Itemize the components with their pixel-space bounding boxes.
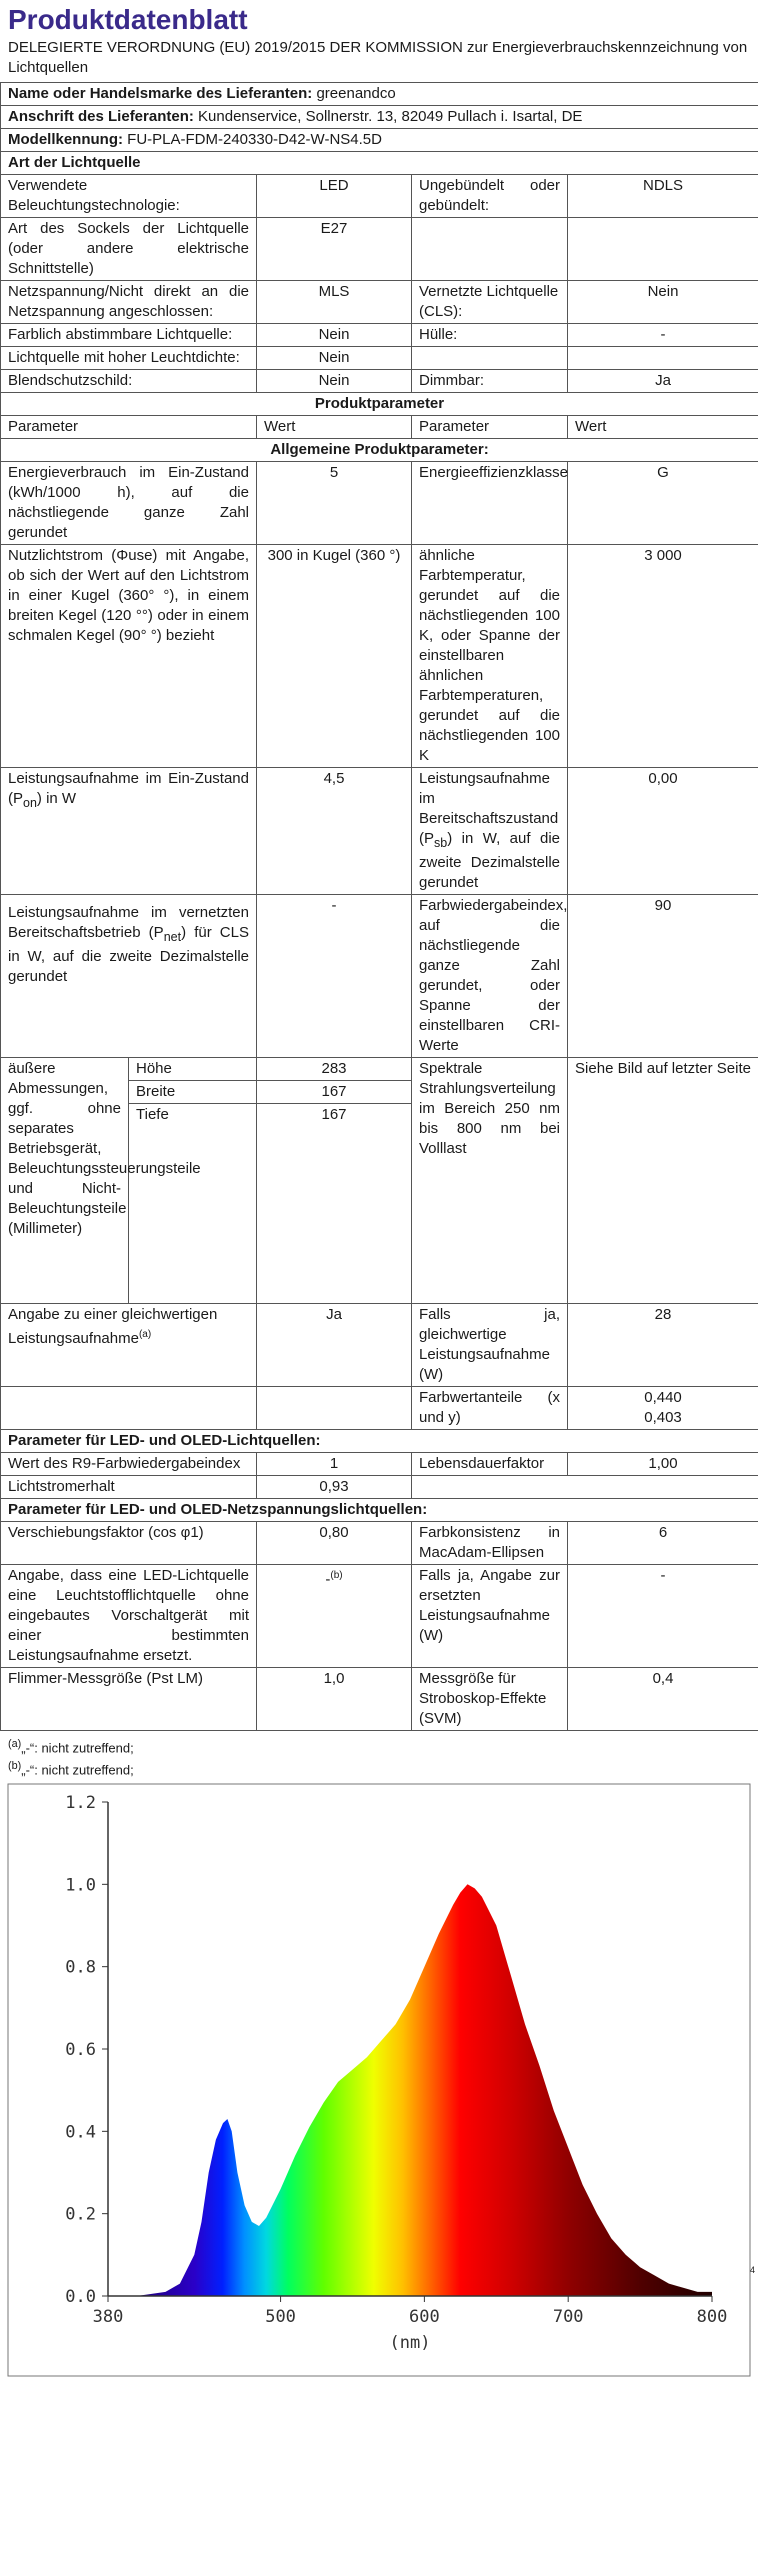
networked-row <box>1 895 758 1058</box>
type-label: Verwendete Beleuchtungstechnologie: <box>1 175 257 218</box>
macadam-label: Farbkonsistenz in MacAdam-Ellipsen <box>412 1522 568 1565</box>
product-params-header: Produktparameter <box>1 393 758 416</box>
x-tick-label: 800 <box>696 2306 728 2327</box>
model-row <box>1 129 758 152</box>
model-label: Modellkennung: <box>8 131 123 148</box>
standby-value: 0,00 <box>568 768 758 895</box>
x-tick-label: 380 <box>92 2306 124 2327</box>
efficiency-label: Energieeffizienzklasse <box>412 462 568 545</box>
x-tick-label: 600 <box>409 2306 440 2327</box>
x-tick-label: 500 <box>265 2306 296 2327</box>
type-row-0 <box>1 175 758 218</box>
type-label: Lichtquelle mit hoher Leuchtdichte: <box>1 347 257 370</box>
energy-row <box>1 462 758 545</box>
networked-value: - <box>257 895 412 1058</box>
type-value: Ja <box>568 370 758 393</box>
dim-value: 167 <box>257 1081 412 1104</box>
macadam-value: 6 <box>568 1522 758 1565</box>
dim-value: 283 <box>257 1058 412 1081</box>
networked-label: Leistungsaufnahme im vernetzten Bereitschaftsbetrieb $(P_{net})$ für CLS in W, auf die zweite Dezimalstelle gerundet <box>1 895 257 1058</box>
y-tick-label: 1.2 <box>65 1792 96 1813</box>
y-tick-label: 1.0 <box>65 1874 96 1895</box>
y-tick-label: 0.0 <box>65 2286 96 2307</box>
svm-value: 0,4 <box>568 1668 758 1731</box>
page-title: Produktdatenblatt <box>8 4 248 35</box>
type-label: Hülle: <box>412 324 568 347</box>
type-row-3 <box>1 324 758 347</box>
side-mark: 4 <box>750 2265 756 2275</box>
x-tick-label: 700 <box>552 2306 584 2327</box>
type-label: Dimmbar: <box>412 370 568 393</box>
cri-label: Farbwiedergabeindex, auf die nächstliegende ganze Zahl gerundet, oder Spanne der einstellbaren CRI-Werte <box>412 895 568 1058</box>
energy-label: Energieverbrauch im Ein-Zustand (kWh/1000 h), auf die nächstliegende ganze Zahl gerundet <box>1 462 257 545</box>
pf-label: Verschiebungsfaktor (cos φ1) <box>1 1522 257 1565</box>
supplier-address: Kundenservice, Sollnerstr. 13, 82049 Pullach i. Isartal, DE <box>198 108 583 125</box>
flicker-row <box>1 1668 758 1731</box>
dim-value: 167 <box>257 1104 412 1304</box>
model-value: FU-PLA-FDM-240330-D42-W-NS4.5D <box>127 131 382 148</box>
type-value: Nein <box>257 324 412 347</box>
col-value: Wert <box>257 416 412 439</box>
equiv2-label: Falls ja, gleichwertige Leistungsaufnahme (W) <box>412 1304 568 1387</box>
pf-value: 0,80 <box>257 1522 412 1565</box>
type-label: Netzspannung/Nicht direkt an die Netzspannung angeschlossen: <box>1 281 257 324</box>
type-value: MLS <box>257 281 412 324</box>
type-label: Vernetzte Lichtquelle (CLS): <box>412 281 568 324</box>
type-label: Ungebündelt oder gebündelt: <box>412 175 568 218</box>
header <box>0 0 758 82</box>
y-tick-label: 0.8 <box>65 1957 96 1978</box>
y-tick-label: 0.2 <box>65 2204 96 2225</box>
dim-name: Höhe <box>129 1058 257 1081</box>
type-row-1 <box>1 218 758 281</box>
flux-row <box>1 545 758 768</box>
equiv-row <box>1 1304 758 1387</box>
type-value: - <box>568 324 758 347</box>
led-header: Parameter für LED- und OLED-Lichtquellen: <box>1 1430 758 1453</box>
lifetime-value: 1,00 <box>568 1453 758 1476</box>
cct-label: ähnliche Farbtemperatur, gerundet auf die nächstliegenden 100 K, oder Spanne der einstellbaren ähnlichen Farbtemperaturen, gerundet auf die nächstliegenden 100 K <box>412 545 568 768</box>
type-value: LED <box>257 175 412 218</box>
type-label: Art des Sockels der Lichtquelle (oder andere elektrische Schnittstelle) <box>1 218 257 281</box>
type-row-5 <box>1 370 758 393</box>
r9-row <box>1 1453 758 1476</box>
spectrum-chart <box>0 1780 758 2380</box>
spectrum-svg <box>0 1780 758 2380</box>
chroma-row <box>1 1387 758 1430</box>
type-label: Farblich abstimmbare Lichtquelle: <box>1 324 257 347</box>
mains-header: Parameter für LED- und OLED-Netzspannungslichtquellen: <box>1 1499 758 1522</box>
equiv-value: Ja <box>257 1304 412 1387</box>
power-on-label: Leistungsaufnahme im Ein-Zustand $(P_{on})$ in W <box>1 768 257 895</box>
standby-label: Leistungsaufnahme im Bereitschaftszustand $(P_{sb})$ in W, auf die zweite Dezimalstelle gerundet <box>412 768 568 895</box>
datasheet-table <box>0 82 758 1731</box>
dims-row-0 <box>1 1058 758 1081</box>
cct-value: 3 000 <box>568 545 758 768</box>
maint-row <box>1 1476 758 1499</box>
footnotes <box>0 1731 758 1780</box>
general-header: Allgemeine Produktparameter: <box>1 439 758 462</box>
fluor-label: Angabe, dass eine LED-Lichtquelle eine Leuchtstofflichtquelle ohne eingebautes Vorschaltgerät mit einer bestimmten Leistungsaufnahme ersetzt. <box>1 1565 257 1668</box>
y-tick-label: 0.6 <box>65 2039 96 2060</box>
spectrum-area <box>108 1884 712 2296</box>
supplier-address-row <box>1 106 758 129</box>
flux-label: Nutzlichtstrom (Φuse) mit Angabe, ob sich der Wert auf den Lichtstrom in einer Kugel (360° °), in einem breiten Kegel (120 °°) oder in einem schmalen Kegel (90° °) bezieht <box>1 545 257 768</box>
r9-value: 1 <box>257 1453 412 1476</box>
fluor-value: -$^{(b)}$ <box>257 1565 412 1668</box>
power-row <box>1 768 758 895</box>
lifetime-label: Lebensdauerfaktor <box>412 1453 568 1476</box>
svm-label: Messgröße für Stroboskop-Effekte (SVM) <box>412 1668 568 1731</box>
fluor-row <box>1 1565 758 1668</box>
equiv-label: Angabe zu einer gleichwertigen Leistungsaufnahme$^{(a)}$ <box>1 1304 257 1387</box>
type-value: Nein <box>257 370 412 393</box>
supplier-name: greenandco <box>316 85 396 102</box>
type-row-4 <box>1 347 758 370</box>
type-value <box>568 347 758 370</box>
type-row-2 <box>1 281 758 324</box>
energy-value: 5 <box>257 462 412 545</box>
flicker-value: 1,0 <box>257 1668 412 1731</box>
efficiency-value: G <box>568 462 758 545</box>
type-value: E27 <box>257 218 412 281</box>
maint-label: Lichtstromerhalt <box>1 1476 257 1499</box>
spectral-label: Spektrale Strahlungsverteilung im Bereich 250 nm bis 800 nm bei Volllast <box>412 1058 568 1304</box>
flux-value: 300 in Kugel (360 °) <box>257 545 412 768</box>
power-on-value: 4,5 <box>257 768 412 895</box>
chroma-label: Farbwertanteile (x und y) <box>412 1387 568 1430</box>
maint-value: 0,93 <box>257 1476 412 1499</box>
dims-label: äußere Abmessungen, ggf. ohne separates Betriebsgerät, Beleuchtungssteuerungsteile und Nicht-Beleuchtungsteile (Millimeter) <box>1 1058 129 1304</box>
equiv2-value: 28 <box>568 1304 758 1387</box>
dim-name: Tiefe <box>129 1104 257 1304</box>
pf-row <box>1 1522 758 1565</box>
supplier-name-label: Name oder Handelsmarke des Lieferanten: <box>8 85 313 102</box>
type-value: NDLS <box>568 175 758 218</box>
fluor2-label: Falls ja, Angabe zur ersetzten Leistungsaufnahme (W) <box>412 1565 568 1668</box>
r9-label: Wert des R9-Farbwiedergabeindex <box>1 1453 257 1476</box>
column-header-row <box>1 416 758 439</box>
dim-name: Breite <box>129 1081 257 1104</box>
note-b: $^{(b)}$„-“: nicht zutreffend; <box>8 1760 134 1778</box>
type-value: Nein <box>568 281 758 324</box>
regulation-text: DELEGIERTE VERORDNUNG (EU) 2019/2015 DER KOMMISSION zur Energieverbrauchskennzeichnung von Lichtquellen <box>8 39 748 76</box>
type-value <box>568 218 758 281</box>
supplier-address-label: Anschrift des Lieferanten: <box>8 108 194 125</box>
type-label <box>412 347 568 370</box>
supplier-name-row <box>1 83 758 106</box>
col-value: Wert <box>568 416 758 439</box>
type-label <box>412 218 568 281</box>
note-a: $^{(a)}$„-“: nicht zutreffend; <box>8 1738 134 1756</box>
fluor2-value: - <box>568 1565 758 1668</box>
flicker-label: Flimmer-Messgröße (Pst LM) <box>1 1668 257 1731</box>
y-tick-label: 0.4 <box>65 2121 96 2142</box>
spectral-value: Siehe Bild auf letzter Seite <box>568 1058 758 1304</box>
type-value: Nein <box>257 347 412 370</box>
type-header: Art der Lichtquelle <box>1 152 758 175</box>
col-param: Parameter <box>1 416 257 439</box>
chroma-value: 0,440 0,403 <box>568 1387 758 1430</box>
type-label: Blendschutzschild: <box>1 370 257 393</box>
cri-value: 90 <box>568 895 758 1058</box>
col-param: Parameter <box>412 416 568 439</box>
x-axis-label: (nm) <box>389 2332 431 2353</box>
